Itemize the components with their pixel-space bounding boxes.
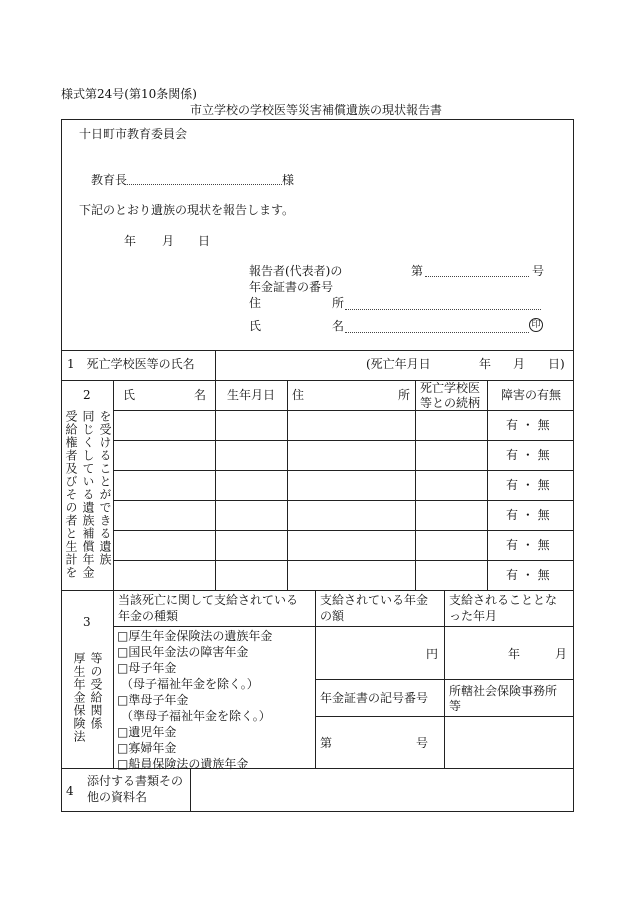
divider	[61, 380, 574, 381]
address-label-2: 所	[332, 296, 345, 310]
col-birth: 生年月日	[227, 388, 276, 402]
section4-number: 4	[66, 784, 74, 798]
disability-choice[interactable]: 有 ・ 無	[506, 478, 550, 492]
col-address-2: 所	[398, 388, 411, 402]
death-month: 月	[513, 357, 526, 371]
disability-choice[interactable]: 有 ・ 無	[506, 448, 550, 462]
certificate-number-suffix: 号	[416, 736, 429, 750]
pension-option[interactable]: □船員保険法の遺族年金	[117, 757, 249, 771]
divider	[190, 768, 191, 812]
pension-option[interactable]: □厚生年金保険法の遺族年金	[117, 629, 273, 643]
section1-label: 1 死亡学校医等の氏名	[67, 357, 195, 371]
divider	[113, 440, 574, 441]
divider	[287, 380, 288, 590]
pension-option[interactable]: □国民年金法の障害年金	[117, 645, 249, 659]
col-name-1: 氏	[123, 388, 136, 402]
address-line[interactable]	[345, 309, 541, 310]
divider	[61, 768, 574, 769]
section3-number: 3	[83, 615, 91, 629]
pension-option[interactable]: □準母子年金	[117, 693, 189, 707]
col-relation-2: 等との続柄	[420, 396, 481, 410]
start-year: 年	[508, 647, 521, 661]
divider	[113, 560, 574, 561]
pension-amount-header-2: の額	[320, 609, 345, 623]
cert-number-suffix: 号	[532, 264, 545, 278]
address-label-1: 住	[249, 296, 262, 310]
name-label-1: 氏	[249, 319, 262, 333]
name-line[interactable]	[345, 332, 529, 333]
divider	[487, 380, 488, 590]
divider	[113, 500, 574, 501]
pension-type-header-2: 年金の種類	[118, 609, 179, 623]
divider	[415, 380, 416, 590]
seal-mark: 印	[529, 318, 543, 332]
name-label-2: 名	[332, 319, 345, 333]
pension-start-header-2: った年月	[449, 609, 498, 623]
divider	[113, 590, 114, 768]
pension-type-header-1: 当該死亡に関して支給されている	[118, 593, 299, 607]
disability-choice[interactable]: 有 ・ 無	[506, 508, 550, 522]
divider	[215, 380, 216, 590]
reporter-label-2: 年金証書の番号	[249, 280, 334, 294]
section4-label-1: 添付する書類その	[87, 774, 184, 788]
col-relation-1: 死亡学校医	[420, 381, 481, 395]
certificate-number-prefix: 第	[320, 736, 333, 750]
cert-number-line[interactable]	[425, 276, 529, 277]
divider	[315, 716, 574, 717]
chief-label: 教育長	[91, 173, 128, 187]
reporter-label-1: 報告者(代表者)の	[249, 264, 343, 278]
pension-option-note: （準母子福祉年金を除く。）	[121, 709, 271, 723]
divider	[113, 410, 574, 411]
col-name-2: 名	[194, 388, 207, 402]
section2-number: 2	[83, 388, 91, 402]
form-number: 様式第24号(第10条関係)	[61, 87, 197, 101]
certificate-label: 年金証書の記号番号	[320, 691, 429, 705]
date-day: 日	[198, 234, 211, 248]
divider	[61, 590, 574, 591]
honorific: 様	[282, 173, 295, 187]
section3-side-label-2: 厚生年金保険法	[72, 652, 86, 743]
start-month: 月	[555, 647, 568, 661]
pension-option[interactable]: □母子年金	[117, 661, 177, 675]
yen-unit: 円	[426, 647, 439, 661]
document-title: 市立学校の学校医等災害補償遺族の現状報告書	[190, 103, 443, 117]
divider	[61, 350, 574, 351]
pension-start-header-1: 支給されることとな	[449, 593, 558, 607]
pension-amount-header-1: 支給されている年金	[320, 593, 429, 607]
cert-number-prefix: 第	[411, 264, 424, 278]
date-month: 月	[162, 234, 175, 248]
disability-choice[interactable]: 有 ・ 無	[506, 568, 550, 582]
office-label-1: 所轄社会保険事務所	[449, 684, 558, 698]
section2-side-label-2: 同じくしている遺族補償年金	[81, 410, 95, 579]
statement: 下記のとおり遺族の現状を報告します。	[79, 203, 295, 217]
section3-side-label-1: 等の受給関係	[89, 652, 103, 730]
section4-label-2: 他の資料名	[87, 790, 148, 804]
divider	[215, 350, 216, 380]
col-address-1: 住	[292, 388, 305, 402]
office-label-2: 等	[449, 699, 462, 713]
divider	[113, 530, 574, 531]
disability-choice[interactable]: 有 ・ 無	[506, 538, 550, 552]
pension-option[interactable]: □寡婦年金	[117, 741, 177, 755]
chief-name-line[interactable]	[124, 184, 282, 185]
death-year: 年	[479, 357, 492, 371]
addressee: 十日町市教育委員会	[79, 127, 188, 141]
death-date-label: (死亡年月日	[366, 357, 431, 371]
pension-option[interactable]: □遺児年金	[117, 725, 177, 739]
divider	[113, 626, 574, 627]
pension-option-note: （母子福祉年金を除く。）	[121, 677, 259, 691]
divider	[315, 679, 574, 680]
col-disability: 障害の有無	[501, 388, 562, 402]
section2-side-label-1: を受けることができる遺族	[98, 410, 112, 566]
death-day: 日)	[548, 357, 565, 371]
divider	[113, 380, 114, 590]
date-year: 年	[124, 234, 137, 248]
disability-choice[interactable]: 有 ・ 無	[506, 418, 550, 432]
divider	[113, 470, 574, 471]
section2-side-label-3: 受給権者及びその者と生計を	[64, 410, 78, 579]
